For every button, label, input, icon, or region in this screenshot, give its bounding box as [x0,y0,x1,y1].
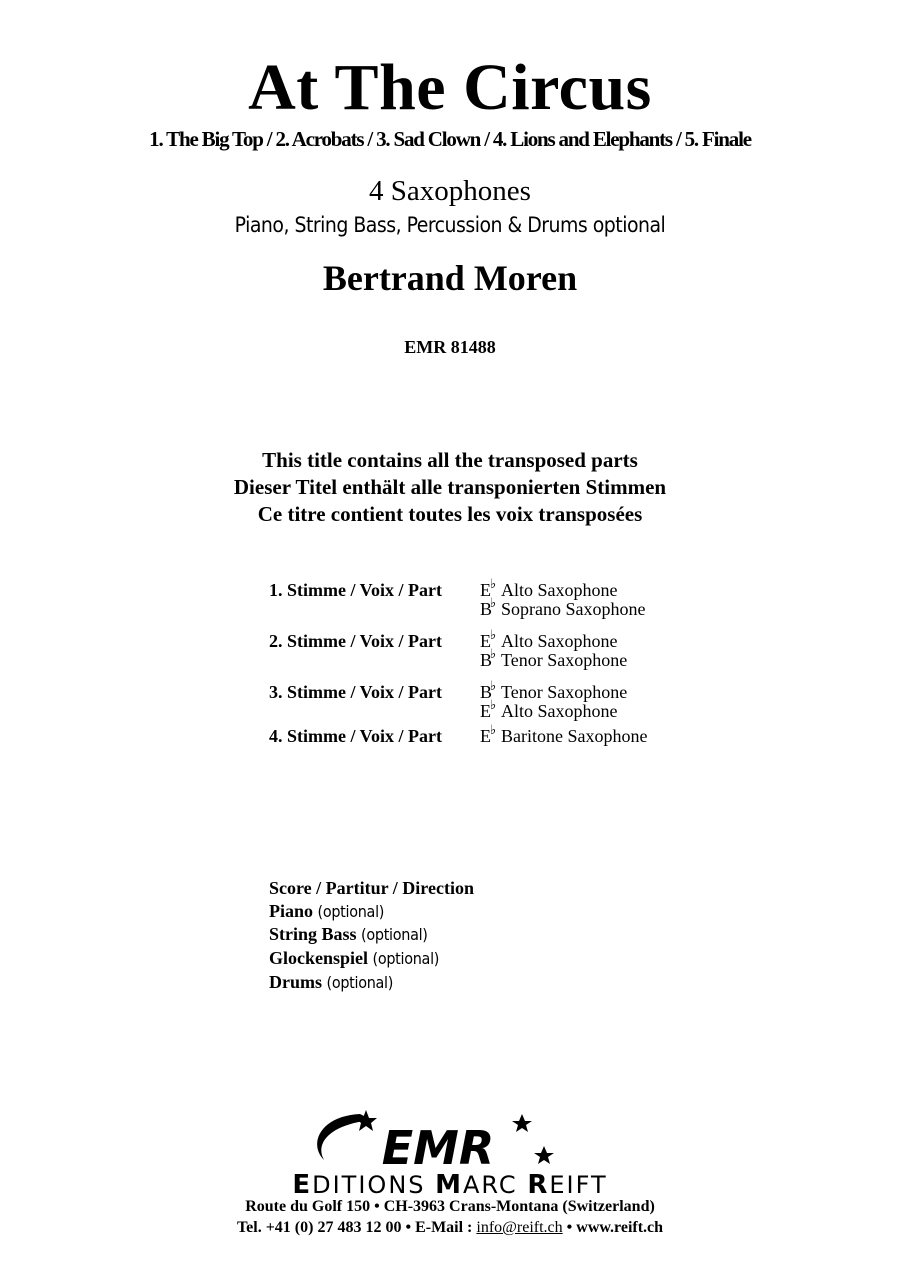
instrument-line [480,577,645,600]
extra-item [269,923,474,947]
notice-english: This title contains all the transposed parts [262,448,638,472]
instrument-name: Alto Saxophone [501,701,618,721]
extra-name: Drums [269,971,322,992]
extra-note: (optional) [326,972,394,992]
extra-name: Score / Partitur / Direction [269,878,474,898]
publisher-initial: M [435,1170,464,1200]
logo-text: EMR [381,1121,495,1175]
movements-list: 1. The Big Top / 2. Acrobats / 3. Sad Clown / 4. Lions and Elephants / 5. Finale [149,127,751,151]
instrument-line [480,647,628,670]
publisher-part: ARC [463,1171,528,1199]
catalog-number: EMR 81488 [404,337,496,357]
composer-name: Bertrand Moren [322,258,578,298]
publisher-part: EIFT [549,1171,608,1199]
emr-logo [300,1106,570,1176]
instrument-name: Baritone Saxophone [501,726,648,746]
part-label: 4. Stimme / Voix / Part [269,726,442,746]
instrument-name: Alto Saxophone [501,631,618,651]
star-icon [534,1146,554,1164]
extra-note: (optional) [317,901,385,921]
extra-name: Glockenspiel [269,948,369,969]
extra-name: Piano [269,900,314,921]
publisher-part: DITIONS [312,1171,436,1199]
flat-symbol: ♭ [490,679,497,694]
email-link[interactable]: info@reift.ch [476,1219,563,1236]
key-letter: B [480,682,493,702]
instrumentation: 4 Saxophones [369,175,531,207]
instrument-line [480,679,628,702]
flat-symbol: ♭ [490,698,497,713]
instrument-name: Tenor Saxophone [501,682,628,702]
contact-website[interactable]: • www.reift.ch [562,1219,664,1236]
star-icon [355,1110,377,1131]
contact-phone: Tel. +41 (0) 27 483 12 00 • E-Mail : [236,1219,477,1236]
flat-symbol: ♭ [490,647,497,662]
flat-symbol: ♭ [490,723,497,738]
part-instruments [480,723,648,746]
extra-note: (optional) [361,925,428,945]
notice-french: Ce titre contient toutes les voix transposées [257,502,643,526]
extra-item [269,877,474,900]
part-label: 1. Stimme / Voix / Part [269,580,442,600]
instrument-line [480,596,646,619]
key-letter: E [480,726,491,746]
instrument-name: Tenor Saxophone [501,650,628,670]
instrument-name: Alto Saxophone [501,580,618,600]
part-label: 3. Stimme / Voix / Part [269,682,442,702]
publisher-initial: R [527,1170,550,1200]
notice-german: Dieser Titel enthält alle transponierten Stimmen [233,475,667,499]
publisher-contact [0,1218,900,1238]
flat-symbol: ♭ [490,628,497,643]
key-letter: E [480,631,491,651]
extras-list [269,877,474,995]
instrument-name: Soprano Saxophone [501,599,646,619]
part-instruments [480,628,628,670]
key-letter: E [480,701,491,721]
flat-symbol: ♭ [490,577,497,592]
part-label: 2. Stimme / Voix / Part [269,631,442,651]
instrument-line [480,698,627,721]
flat-symbol: ♭ [490,596,497,611]
instrument-line [480,628,627,651]
extra-name: String Bass [269,924,357,945]
publisher-address: Route du Golf 150 • CH-3963 Crans-Montana (Switzerland) [245,1198,655,1215]
instrument-line [480,723,648,746]
key-letter: E [480,580,491,600]
page-title: At The Circus [248,51,652,124]
extra-item [269,971,474,995]
publisher-initial: E [292,1170,313,1200]
publisher-name [0,1171,900,1199]
transposed-parts-notice [0,447,900,528]
star-icon [512,1114,532,1132]
key-letter: B [480,650,493,670]
part-instruments [480,577,646,619]
extra-item [269,947,474,971]
extra-item [269,900,474,924]
key-letter: B [480,599,493,619]
optional-instruments: Piano, String Bass, Percussion & Drums optional [234,213,666,237]
part-instruments [480,679,628,721]
extra-note: (optional) [372,949,440,969]
